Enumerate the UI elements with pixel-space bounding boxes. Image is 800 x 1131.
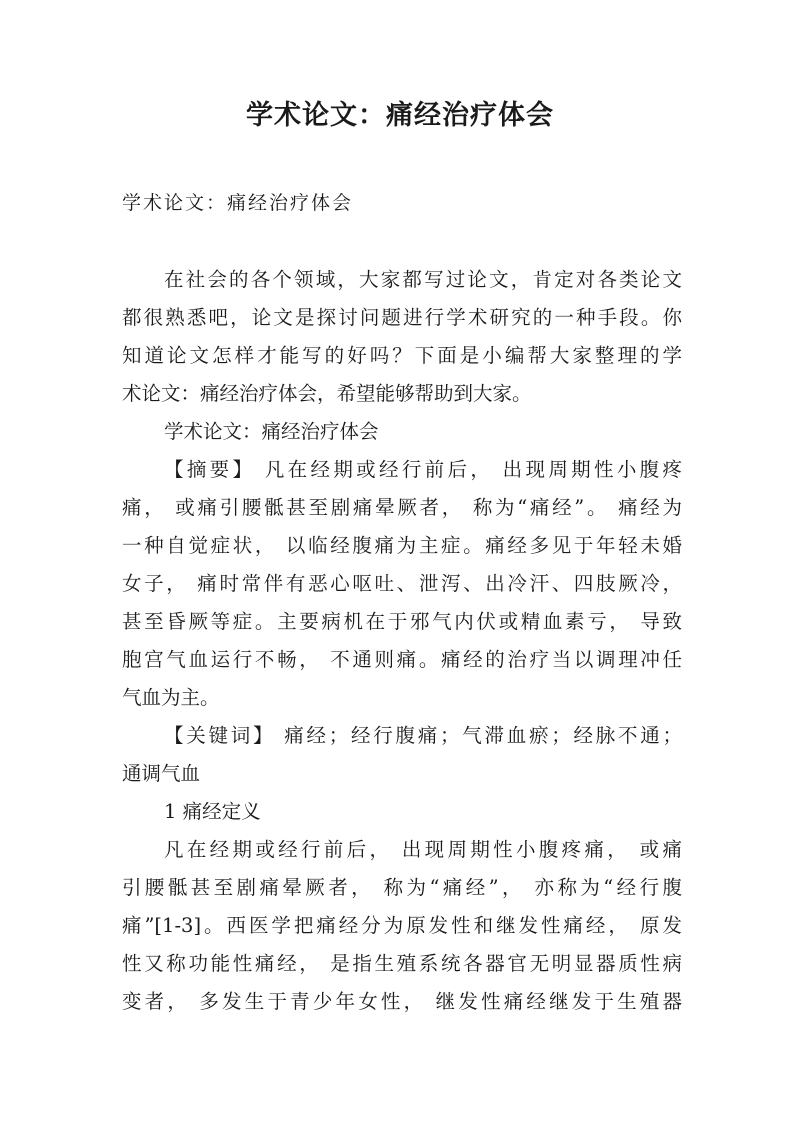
keywords-line: 通调气血	[122, 762, 201, 785]
body-line: 凡在经期或经行前后， 出现周期性小腹疼痛， 或痛	[164, 838, 682, 861]
document-body	[122, 261, 682, 1021]
body-line: 术论文：痛经治疗体会，希望能够帮助到大家。	[122, 382, 532, 405]
abstract-line: 一种自觉症状， 以临经腹痛为主症。痛经多见于年轻未婚	[122, 534, 682, 557]
abstract-line: 痛， 或痛引腰骶甚至剧痛晕厥者， 称为“痛经”。 痛经为	[122, 496, 682, 519]
section-heading: 学术论文：痛经治疗体会	[164, 420, 379, 443]
body-line: 变者， 多发生于青少年女性， 继发性痛经继发于生殖器	[122, 990, 682, 1013]
keywords-line: 【关键词】 痛经；经行腹痛；气滞血瘀；经脉不通；	[164, 724, 682, 747]
abstract-line: 【摘要】 凡在经期或经行前后， 出现周期性小腹疼	[164, 458, 682, 481]
body-line: 痛”[1-3]。西医学把痛经分为原发性和继发性痛经， 原发	[122, 914, 682, 937]
abstract-line: 甚至昏厥等症。主要病机在于邪气内伏或精血素亏， 导致	[122, 610, 682, 633]
document-subtitle: 学术论文：痛经治疗体会	[122, 192, 354, 214]
abstract-line: 气血为主。	[122, 686, 220, 709]
abstract-line: 女子， 痛时常伴有恶心呕吐、泄泻、出冷汗、四肢厥冷，	[122, 572, 682, 595]
document-title: 学术论文：痛经治疗体会	[246, 100, 554, 131]
abstract-line: 胞宫气血运行不畅， 不通则痛。痛经的治疗当以调理冲任	[122, 648, 682, 671]
section-heading: 1 痛经定义	[164, 800, 261, 823]
body-line: 在社会的各个领域，大家都写过论文，肯定对各类论文	[164, 268, 682, 291]
body-line: 性又称功能性痛经， 是指生殖系统各器官无明显器质性病	[122, 952, 682, 975]
body-line: 知道论文怎样才能写的好吗？下面是小编帮大家整理的学	[122, 344, 682, 367]
body-line: 引腰骶甚至剧痛晕厥者， 称为“痛经”， 亦称为“经行腹	[122, 876, 682, 899]
body-line: 都很熟悉吧，论文是探讨问题进行学术研究的一种手段。你	[122, 306, 682, 329]
